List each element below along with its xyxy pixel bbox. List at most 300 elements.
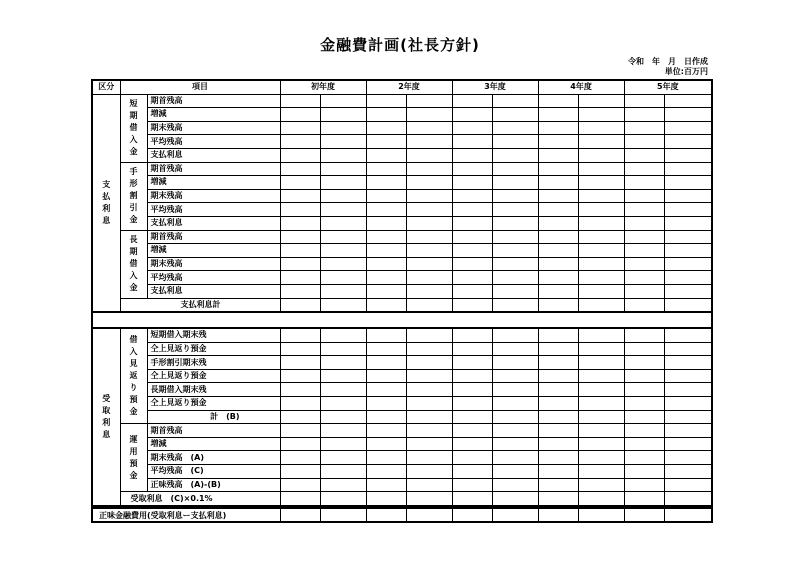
value-cell[interactable]	[320, 108, 366, 122]
value-cell[interactable]	[406, 230, 452, 244]
value-cell[interactable]	[624, 108, 664, 122]
value-cell[interactable]	[624, 244, 664, 258]
value-cell[interactable]	[624, 216, 664, 230]
value-cell[interactable]	[452, 451, 492, 465]
value-cell[interactable]	[664, 284, 712, 298]
value-cell[interactable]	[578, 121, 624, 135]
value-cell[interactable]	[664, 216, 712, 230]
value-cell[interactable]	[538, 108, 578, 122]
value-cell[interactable]	[320, 437, 366, 451]
value-cell[interactable]	[664, 298, 712, 312]
value-cell[interactable]	[492, 230, 538, 244]
value-cell[interactable]	[452, 328, 492, 342]
value-cell[interactable]	[320, 162, 366, 176]
value-cell[interactable]	[406, 257, 452, 271]
value-cell[interactable]	[406, 94, 452, 108]
value-cell[interactable]	[366, 492, 406, 506]
value-cell[interactable]	[366, 108, 406, 122]
value-cell[interactable]	[538, 492, 578, 506]
value-cell[interactable]	[452, 508, 492, 522]
value-cell[interactable]	[280, 189, 320, 203]
value-cell[interactable]	[320, 298, 366, 312]
value-cell[interactable]	[406, 369, 452, 383]
value-cell[interactable]	[280, 492, 320, 506]
value-cell[interactable]	[320, 244, 366, 258]
value-cell[interactable]	[538, 508, 578, 522]
value-cell[interactable]	[452, 216, 492, 230]
value-cell[interactable]	[366, 356, 406, 370]
value-cell[interactable]	[624, 478, 664, 492]
value-cell[interactable]	[280, 356, 320, 370]
value-cell[interactable]	[538, 148, 578, 162]
value-cell[interactable]	[452, 478, 492, 492]
value-cell[interactable]	[280, 244, 320, 258]
value-cell[interactable]	[366, 342, 406, 356]
value-cell[interactable]	[578, 244, 624, 258]
value-cell[interactable]	[664, 257, 712, 271]
value-cell[interactable]	[406, 108, 452, 122]
value-cell[interactable]	[320, 121, 366, 135]
value-cell[interactable]	[492, 189, 538, 203]
value-cell[interactable]	[492, 369, 538, 383]
value-cell[interactable]	[452, 121, 492, 135]
value-cell[interactable]	[538, 121, 578, 135]
value-cell[interactable]	[578, 257, 624, 271]
value-cell[interactable]	[578, 437, 624, 451]
value-cell[interactable]	[406, 216, 452, 230]
value-cell[interactable]	[664, 451, 712, 465]
value-cell[interactable]	[492, 478, 538, 492]
value-cell[interactable]	[280, 230, 320, 244]
value-cell[interactable]	[664, 162, 712, 176]
value-cell[interactable]	[624, 356, 664, 370]
value-cell[interactable]	[664, 437, 712, 451]
value-cell[interactable]	[624, 492, 664, 506]
value-cell[interactable]	[624, 410, 664, 424]
value-cell[interactable]	[664, 203, 712, 217]
value-cell[interactable]	[538, 257, 578, 271]
value-cell[interactable]	[578, 424, 624, 438]
value-cell[interactable]	[406, 244, 452, 258]
value-cell[interactable]	[366, 424, 406, 438]
value-cell[interactable]	[578, 356, 624, 370]
value-cell[interactable]	[366, 478, 406, 492]
value-cell[interactable]	[538, 410, 578, 424]
value-cell[interactable]	[492, 328, 538, 342]
value-cell[interactable]	[320, 257, 366, 271]
value-cell[interactable]	[320, 189, 366, 203]
value-cell[interactable]	[624, 437, 664, 451]
value-cell[interactable]	[624, 203, 664, 217]
value-cell[interactable]	[406, 508, 452, 522]
value-cell[interactable]	[366, 189, 406, 203]
value-cell[interactable]	[366, 135, 406, 149]
value-cell[interactable]	[664, 328, 712, 342]
value-cell[interactable]	[538, 451, 578, 465]
value-cell[interactable]	[578, 492, 624, 506]
value-cell[interactable]	[492, 271, 538, 285]
value-cell[interactable]	[452, 437, 492, 451]
value-cell[interactable]	[624, 176, 664, 190]
value-cell[interactable]	[280, 284, 320, 298]
value-cell[interactable]	[366, 121, 406, 135]
value-cell[interactable]	[492, 356, 538, 370]
value-cell[interactable]	[492, 465, 538, 479]
value-cell[interactable]	[452, 424, 492, 438]
value-cell[interactable]	[366, 203, 406, 217]
value-cell[interactable]	[280, 257, 320, 271]
value-cell[interactable]	[366, 271, 406, 285]
value-cell[interactable]	[664, 369, 712, 383]
value-cell[interactable]	[664, 397, 712, 411]
value-cell[interactable]	[406, 203, 452, 217]
value-cell[interactable]	[320, 176, 366, 190]
value-cell[interactable]	[492, 424, 538, 438]
value-cell[interactable]	[538, 162, 578, 176]
value-cell[interactable]	[320, 94, 366, 108]
value-cell[interactable]	[280, 176, 320, 190]
value-cell[interactable]	[280, 162, 320, 176]
value-cell[interactable]	[406, 478, 452, 492]
value-cell[interactable]	[578, 410, 624, 424]
value-cell[interactable]	[538, 437, 578, 451]
value-cell[interactable]	[280, 271, 320, 285]
value-cell[interactable]	[624, 162, 664, 176]
value-cell[interactable]	[578, 478, 624, 492]
value-cell[interactable]	[452, 203, 492, 217]
value-cell[interactable]	[578, 508, 624, 522]
value-cell[interactable]	[452, 369, 492, 383]
value-cell[interactable]	[538, 356, 578, 370]
value-cell[interactable]	[452, 492, 492, 506]
value-cell[interactable]	[406, 284, 452, 298]
value-cell[interactable]	[538, 94, 578, 108]
value-cell[interactable]	[538, 298, 578, 312]
value-cell[interactable]	[406, 298, 452, 312]
value-cell[interactable]	[366, 410, 406, 424]
value-cell[interactable]	[624, 383, 664, 397]
value-cell[interactable]	[320, 424, 366, 438]
value-cell[interactable]	[538, 284, 578, 298]
value-cell[interactable]	[492, 298, 538, 312]
value-cell[interactable]	[492, 492, 538, 506]
value-cell[interactable]	[578, 162, 624, 176]
value-cell[interactable]	[492, 410, 538, 424]
value-cell[interactable]	[366, 176, 406, 190]
value-cell[interactable]	[452, 342, 492, 356]
value-cell[interactable]	[366, 162, 406, 176]
value-cell[interactable]	[624, 148, 664, 162]
value-cell[interactable]	[406, 121, 452, 135]
value-cell[interactable]	[280, 148, 320, 162]
value-cell[interactable]	[578, 298, 624, 312]
value-cell[interactable]	[538, 369, 578, 383]
value-cell[interactable]	[406, 437, 452, 451]
value-cell[interactable]	[492, 203, 538, 217]
value-cell[interactable]	[492, 244, 538, 258]
value-cell[interactable]	[492, 451, 538, 465]
value-cell[interactable]	[452, 108, 492, 122]
value-cell[interactable]	[366, 437, 406, 451]
value-cell[interactable]	[492, 437, 538, 451]
value-cell[interactable]	[406, 342, 452, 356]
value-cell[interactable]	[624, 369, 664, 383]
value-cell[interactable]	[578, 465, 624, 479]
value-cell[interactable]	[320, 271, 366, 285]
value-cell[interactable]	[320, 135, 366, 149]
value-cell[interactable]	[320, 410, 366, 424]
value-cell[interactable]	[320, 369, 366, 383]
value-cell[interactable]	[624, 121, 664, 135]
value-cell[interactable]	[624, 284, 664, 298]
value-cell[interactable]	[280, 203, 320, 217]
value-cell[interactable]	[664, 410, 712, 424]
value-cell[interactable]	[406, 189, 452, 203]
value-cell[interactable]	[624, 135, 664, 149]
value-cell[interactable]	[406, 148, 452, 162]
value-cell[interactable]	[320, 203, 366, 217]
value-cell[interactable]	[280, 369, 320, 383]
value-cell[interactable]	[538, 176, 578, 190]
value-cell[interactable]	[366, 451, 406, 465]
value-cell[interactable]	[406, 328, 452, 342]
value-cell[interactable]	[366, 369, 406, 383]
value-cell[interactable]	[492, 257, 538, 271]
value-cell[interactable]	[578, 216, 624, 230]
value-cell[interactable]	[406, 162, 452, 176]
value-cell[interactable]	[320, 492, 366, 506]
value-cell[interactable]	[624, 508, 664, 522]
value-cell[interactable]	[492, 383, 538, 397]
value-cell[interactable]	[492, 135, 538, 149]
value-cell[interactable]	[452, 257, 492, 271]
value-cell[interactable]	[492, 342, 538, 356]
value-cell[interactable]	[320, 508, 366, 522]
value-cell[interactable]	[492, 162, 538, 176]
value-cell[interactable]	[578, 369, 624, 383]
value-cell[interactable]	[320, 356, 366, 370]
value-cell[interactable]	[578, 108, 624, 122]
value-cell[interactable]	[452, 94, 492, 108]
value-cell[interactable]	[624, 397, 664, 411]
value-cell[interactable]	[452, 176, 492, 190]
value-cell[interactable]	[452, 135, 492, 149]
value-cell[interactable]	[366, 328, 406, 342]
value-cell[interactable]	[538, 424, 578, 438]
value-cell[interactable]	[538, 328, 578, 342]
value-cell[interactable]	[624, 257, 664, 271]
value-cell[interactable]	[280, 437, 320, 451]
value-cell[interactable]	[366, 465, 406, 479]
value-cell[interactable]	[624, 230, 664, 244]
value-cell[interactable]	[624, 298, 664, 312]
value-cell[interactable]	[664, 492, 712, 506]
value-cell[interactable]	[538, 397, 578, 411]
value-cell[interactable]	[538, 244, 578, 258]
value-cell[interactable]	[664, 508, 712, 522]
value-cell[interactable]	[320, 397, 366, 411]
value-cell[interactable]	[320, 284, 366, 298]
value-cell[interactable]	[406, 176, 452, 190]
value-cell[interactable]	[538, 271, 578, 285]
value-cell[interactable]	[664, 478, 712, 492]
value-cell[interactable]	[492, 148, 538, 162]
value-cell[interactable]	[406, 356, 452, 370]
value-cell[interactable]	[280, 465, 320, 479]
value-cell[interactable]	[452, 230, 492, 244]
value-cell[interactable]	[406, 410, 452, 424]
value-cell[interactable]	[452, 148, 492, 162]
value-cell[interactable]	[366, 383, 406, 397]
value-cell[interactable]	[452, 397, 492, 411]
value-cell[interactable]	[578, 271, 624, 285]
value-cell[interactable]	[664, 108, 712, 122]
value-cell[interactable]	[492, 108, 538, 122]
value-cell[interactable]	[320, 148, 366, 162]
value-cell[interactable]	[452, 356, 492, 370]
value-cell[interactable]	[280, 383, 320, 397]
value-cell[interactable]	[578, 328, 624, 342]
value-cell[interactable]	[366, 284, 406, 298]
value-cell[interactable]	[366, 257, 406, 271]
value-cell[interactable]	[538, 135, 578, 149]
value-cell[interactable]	[538, 383, 578, 397]
value-cell[interactable]	[366, 244, 406, 258]
value-cell[interactable]	[280, 478, 320, 492]
value-cell[interactable]	[452, 284, 492, 298]
value-cell[interactable]	[664, 424, 712, 438]
value-cell[interactable]	[664, 342, 712, 356]
value-cell[interactable]	[578, 135, 624, 149]
value-cell[interactable]	[366, 94, 406, 108]
value-cell[interactable]	[624, 342, 664, 356]
value-cell[interactable]	[406, 271, 452, 285]
value-cell[interactable]	[280, 216, 320, 230]
value-cell[interactable]	[492, 284, 538, 298]
value-cell[interactable]	[578, 230, 624, 244]
value-cell[interactable]	[320, 451, 366, 465]
value-cell[interactable]	[578, 189, 624, 203]
value-cell[interactable]	[320, 478, 366, 492]
value-cell[interactable]	[280, 108, 320, 122]
value-cell[interactable]	[664, 148, 712, 162]
value-cell[interactable]	[280, 397, 320, 411]
value-cell[interactable]	[366, 298, 406, 312]
value-cell[interactable]	[578, 397, 624, 411]
value-cell[interactable]	[320, 230, 366, 244]
value-cell[interactable]	[320, 465, 366, 479]
value-cell[interactable]	[664, 230, 712, 244]
value-cell[interactable]	[578, 284, 624, 298]
value-cell[interactable]	[452, 298, 492, 312]
value-cell[interactable]	[452, 162, 492, 176]
value-cell[interactable]	[578, 176, 624, 190]
value-cell[interactable]	[406, 465, 452, 479]
value-cell[interactable]	[406, 492, 452, 506]
value-cell[interactable]	[280, 328, 320, 342]
value-cell[interactable]	[538, 478, 578, 492]
value-cell[interactable]	[366, 230, 406, 244]
value-cell[interactable]	[366, 148, 406, 162]
value-cell[interactable]	[492, 176, 538, 190]
value-cell[interactable]	[624, 271, 664, 285]
value-cell[interactable]	[492, 508, 538, 522]
value-cell[interactable]	[538, 230, 578, 244]
value-cell[interactable]	[452, 271, 492, 285]
value-cell[interactable]	[366, 508, 406, 522]
value-cell[interactable]	[492, 216, 538, 230]
value-cell[interactable]	[664, 94, 712, 108]
value-cell[interactable]	[452, 189, 492, 203]
value-cell[interactable]	[280, 298, 320, 312]
value-cell[interactable]	[320, 342, 366, 356]
value-cell[interactable]	[538, 216, 578, 230]
value-cell[interactable]	[320, 383, 366, 397]
value-cell[interactable]	[280, 121, 320, 135]
value-cell[interactable]	[280, 342, 320, 356]
value-cell[interactable]	[452, 465, 492, 479]
value-cell[interactable]	[664, 383, 712, 397]
value-cell[interactable]	[578, 342, 624, 356]
value-cell[interactable]	[280, 451, 320, 465]
value-cell[interactable]	[624, 328, 664, 342]
value-cell[interactable]	[624, 94, 664, 108]
value-cell[interactable]	[366, 216, 406, 230]
value-cell[interactable]	[664, 176, 712, 190]
value-cell[interactable]	[664, 271, 712, 285]
value-cell[interactable]	[578, 383, 624, 397]
value-cell[interactable]	[406, 397, 452, 411]
value-cell[interactable]	[492, 397, 538, 411]
value-cell[interactable]	[492, 121, 538, 135]
value-cell[interactable]	[280, 94, 320, 108]
value-cell[interactable]	[320, 216, 366, 230]
value-cell[interactable]	[366, 397, 406, 411]
value-cell[interactable]	[578, 451, 624, 465]
value-cell[interactable]	[624, 451, 664, 465]
value-cell[interactable]	[538, 465, 578, 479]
value-cell[interactable]	[538, 203, 578, 217]
value-cell[interactable]	[280, 135, 320, 149]
value-cell[interactable]	[538, 189, 578, 203]
value-cell[interactable]	[624, 189, 664, 203]
value-cell[interactable]	[452, 410, 492, 424]
value-cell[interactable]	[624, 465, 664, 479]
value-cell[interactable]	[320, 328, 366, 342]
value-cell[interactable]	[280, 410, 320, 424]
value-cell[interactable]	[452, 383, 492, 397]
value-cell[interactable]	[452, 244, 492, 258]
value-cell[interactable]	[280, 508, 320, 522]
value-cell[interactable]	[406, 135, 452, 149]
value-cell[interactable]	[406, 424, 452, 438]
value-cell[interactable]	[578, 94, 624, 108]
value-cell[interactable]	[578, 203, 624, 217]
value-cell[interactable]	[664, 356, 712, 370]
value-cell[interactable]	[578, 148, 624, 162]
value-cell[interactable]	[664, 135, 712, 149]
value-cell[interactable]	[664, 189, 712, 203]
value-cell[interactable]	[280, 424, 320, 438]
value-cell[interactable]	[664, 465, 712, 479]
value-cell[interactable]	[538, 342, 578, 356]
value-cell[interactable]	[664, 244, 712, 258]
value-cell[interactable]	[624, 424, 664, 438]
value-cell[interactable]	[664, 121, 712, 135]
value-cell[interactable]	[406, 383, 452, 397]
value-cell[interactable]	[406, 451, 452, 465]
value-cell[interactable]	[492, 94, 538, 108]
